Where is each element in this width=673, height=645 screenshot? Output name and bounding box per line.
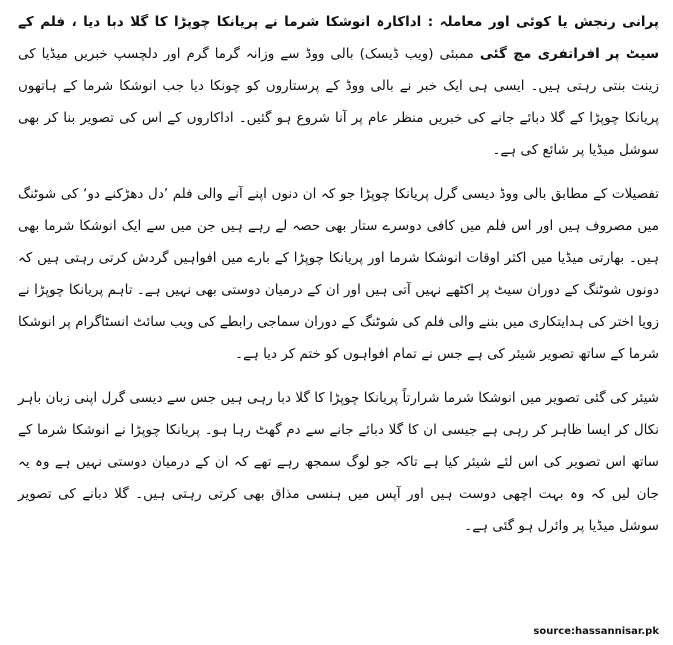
source-credit: source:hassannisar.pk — [533, 626, 659, 637]
article-headline: اداکارہ انوشکا شرما نے پریانکا چوپڑا کا گلا دبا دیا ، فلم کے سیٹ پر افراتفری مچ گئی — [18, 14, 659, 62]
article-intro: ممبئی (ویب ڈیسک) بالی ووڈ سے وزانہ گرما گرم اور دلچسپ خبریں میڈیا کی زینت بنتی رہتی ہیں۔ ایسی ہی ایک خبر نے بالی ووڈ کے پرستاروں کو چونکا دیا جب انوشکا شرما کے ہاتھوں پریانکا چوپڑا کے گلا دبائے جانے کی خبریں منظر عام پر آنا شروع ہو گئیں۔ اداکاروں کے اس کی تصویر بنا کر بھی سوشل میڈیا پر شائع کی ہے۔ — [18, 46, 659, 158]
article-paragraph-2: تفصیلات کے مطابق بالی ووڈ دیسی گرل پریانکا چوپڑا جو کہ ان دنوں اپنے آنے والی فلم ’دل دھڑکنے دو‘ کی شوٹنگ میں مصروف ہیں اور اس فلم میں کافی دوسرے ستار بھی حصہ لے رہے ہیں جن میں سے ایک انوشکا شرما بھی ہیں۔ بھارتی میڈیا میں اکثر اوقات انوشکا شرما اور پریانکا چوپڑا کے بارے میں افواہیں گردش کرتی رہتی ہیں کہ دونوں شوٹنگ کے دوران سیٹ پر اکٹھے نہیں آتی ہیں اور ان کے درمیان دوستی بھی نہیں ہے۔ تاہم پریانکا چوپڑا نے زویا اختر کی ہدایتکاری میں بننے والی فلم کی شوٹنگ کے دوران سماجی رابطے کی ویب سائٹ انسٹاگرام پر انوشکا شرما کے ساتھ تصویر شیئر کی ہے جس نے تمام افواہوں کو ختم کر دیا ہے۔ — [18, 186, 659, 362]
article-paragraph-3: شیئر کی گئی تصویر میں انوشکا شرما شرارتاً پریانکا چوپڑا کا گلا دبا رہی ہیں جس سے دیسی گرل اپنی زبان باہر نکال کر ایسا ظاہر کر رہی ہے جیسی ان کا گلا دبائے جانے سے دم گھٹ رہا ہو۔ پریانکا چوپڑا نے انوشکا شرما کے ساتھ اس تصویر کی اس لئے شیئر کیا ہے تاکہ جو لوگ سمجھ رہے تھے کہ ان کے درمیان دوستی نہیں ہے وہ یہ جان لیں کہ وہ بہت اچھی دوست ہیں اور آپس میں ہنسی مذاق بھی کرتی رہتی ہیں۔ گلا دبانے کی تصویر سوشل میڈیا پر وائرل ہو گئی ہے۔ — [18, 390, 659, 534]
article-paragraph-1 — [18, 6, 659, 166]
article-body — [18, 6, 659, 554]
article-lead-in: پرانی رنجش یا کوئی اور معاملہ : — [421, 14, 660, 30]
